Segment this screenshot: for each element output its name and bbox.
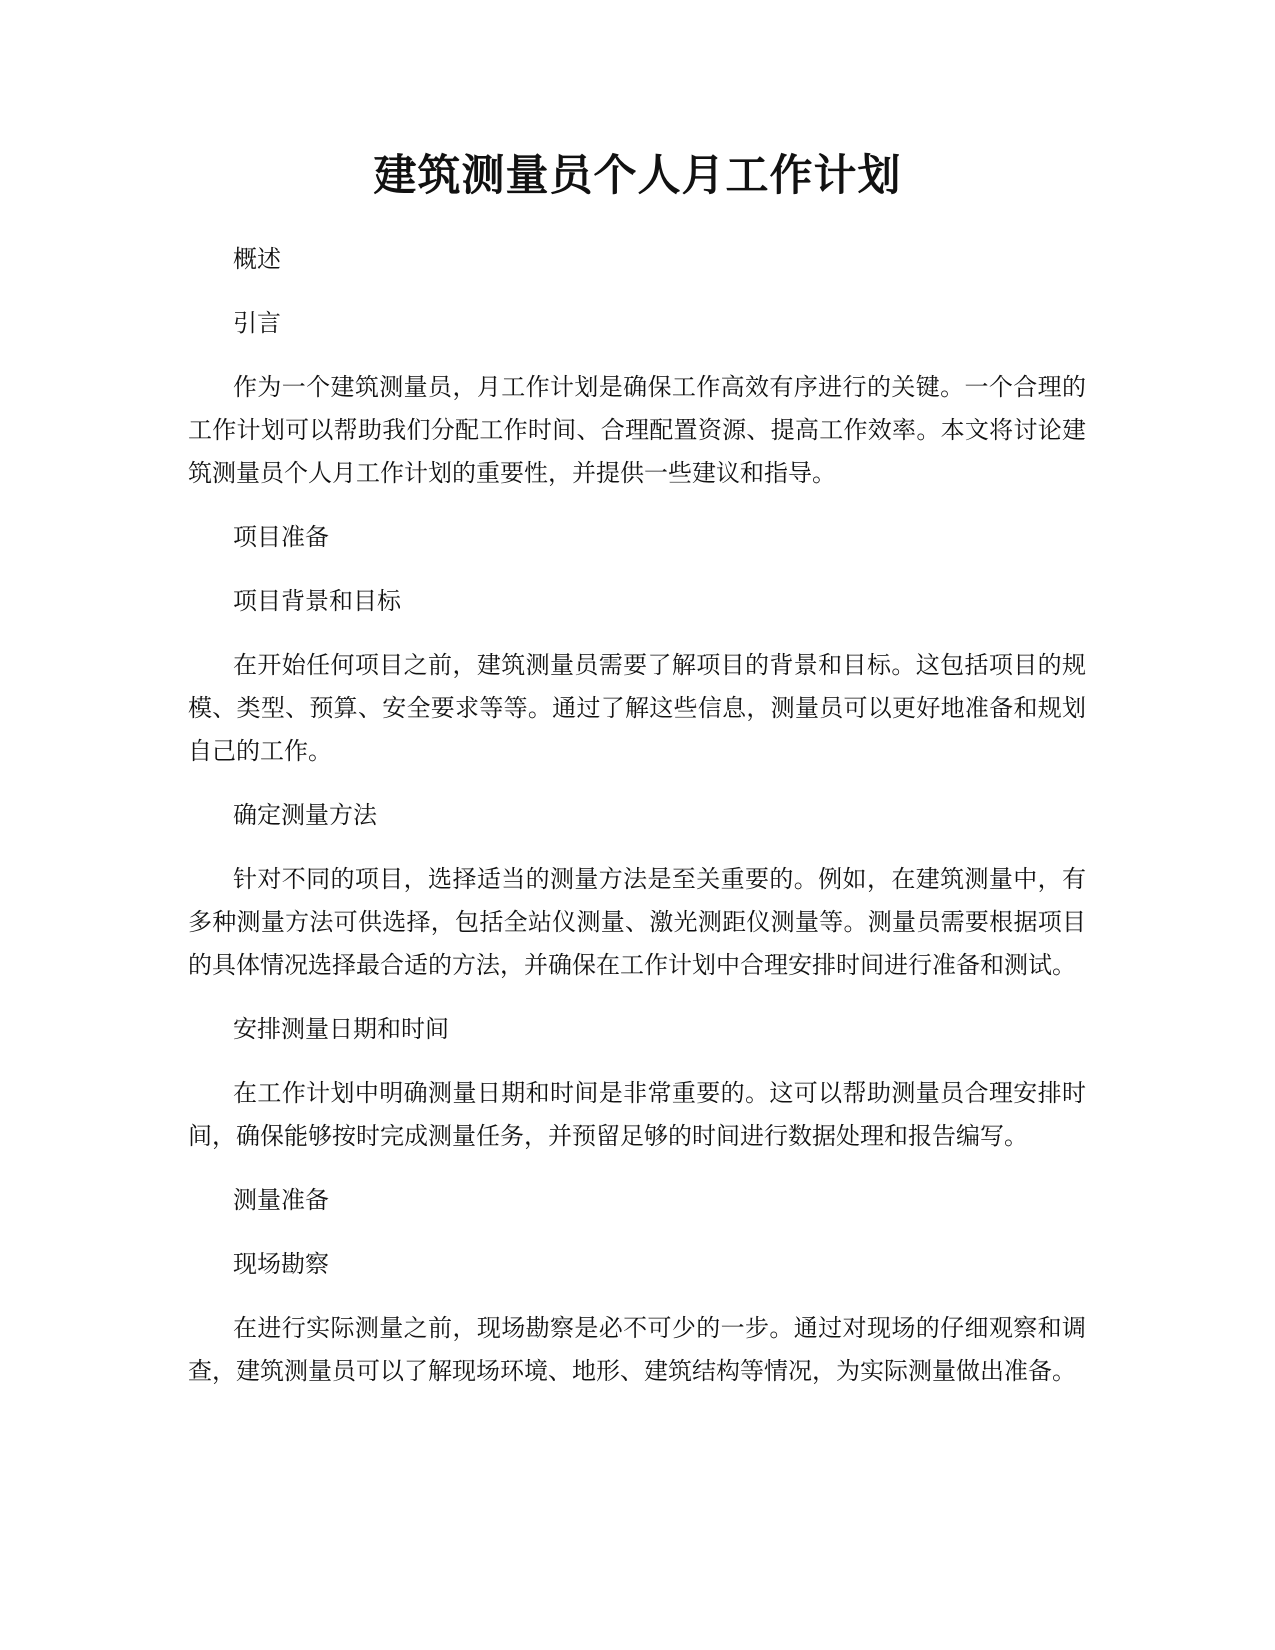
section-heading-introduction: 引言 xyxy=(233,309,281,337)
paragraph-schedule: 在工作计划中明确测量日期和时间是非常重要的。这可以帮助测量员合理安排时间，确保能够按时完成测量任务，并预留足够的时间进行数据处理和报告编写。 xyxy=(188,1079,1086,1150)
section-heading-measurement-method: 确定测量方法 xyxy=(233,801,377,829)
section-heading-site-survey: 现场勘察 xyxy=(233,1250,329,1278)
paragraph-measurement-method: 针对不同的项目，选择适当的测量方法是至关重要的。例如，在建筑测量中，有多种测量方法可供选择，包括全站仪测量、激光测距仪测量等。测量员需要根据项目的具体情况选择最合适的方法，并确保在工作计划中合理安排时间进行准备和测试。 xyxy=(188,865,1086,979)
section-heading-overview: 概述 xyxy=(233,245,281,273)
paragraph-introduction: 作为一个建筑测量员，月工作计划是确保工作高效有序进行的关键。一个合理的工作计划可以帮助我们分配工作时间、合理配置资源、提高工作效率。本文将讨论建筑测量员个人月工作计划的重要性，并提供一些建议和指导。 xyxy=(188,373,1086,487)
document-title: 建筑测量员个人月工作计划 xyxy=(373,151,902,201)
section-heading-schedule: 安排测量日期和时间 xyxy=(233,1015,449,1043)
paragraph-site-survey: 在进行实际测量之前，现场勘察是必不可少的一步。通过对现场的仔细观察和调查，建筑测量员可以了解现场环境、地形、建筑结构等情况，为实际测量做出准备。 xyxy=(188,1314,1086,1385)
section-heading-measurement-preparation: 测量准备 xyxy=(233,1186,329,1214)
section-heading-project-preparation: 项目准备 xyxy=(233,523,329,551)
document-body xyxy=(188,238,1086,1414)
section-heading-project-background: 项目背景和目标 xyxy=(233,587,401,615)
paragraph-project-background: 在开始任何项目之前，建筑测量员需要了解项目的背景和目标。这包括项目的规模、类型、预算、安全要求等等。通过了解这些信息，测量员可以更好地准备和规划自己的工作。 xyxy=(188,651,1086,765)
